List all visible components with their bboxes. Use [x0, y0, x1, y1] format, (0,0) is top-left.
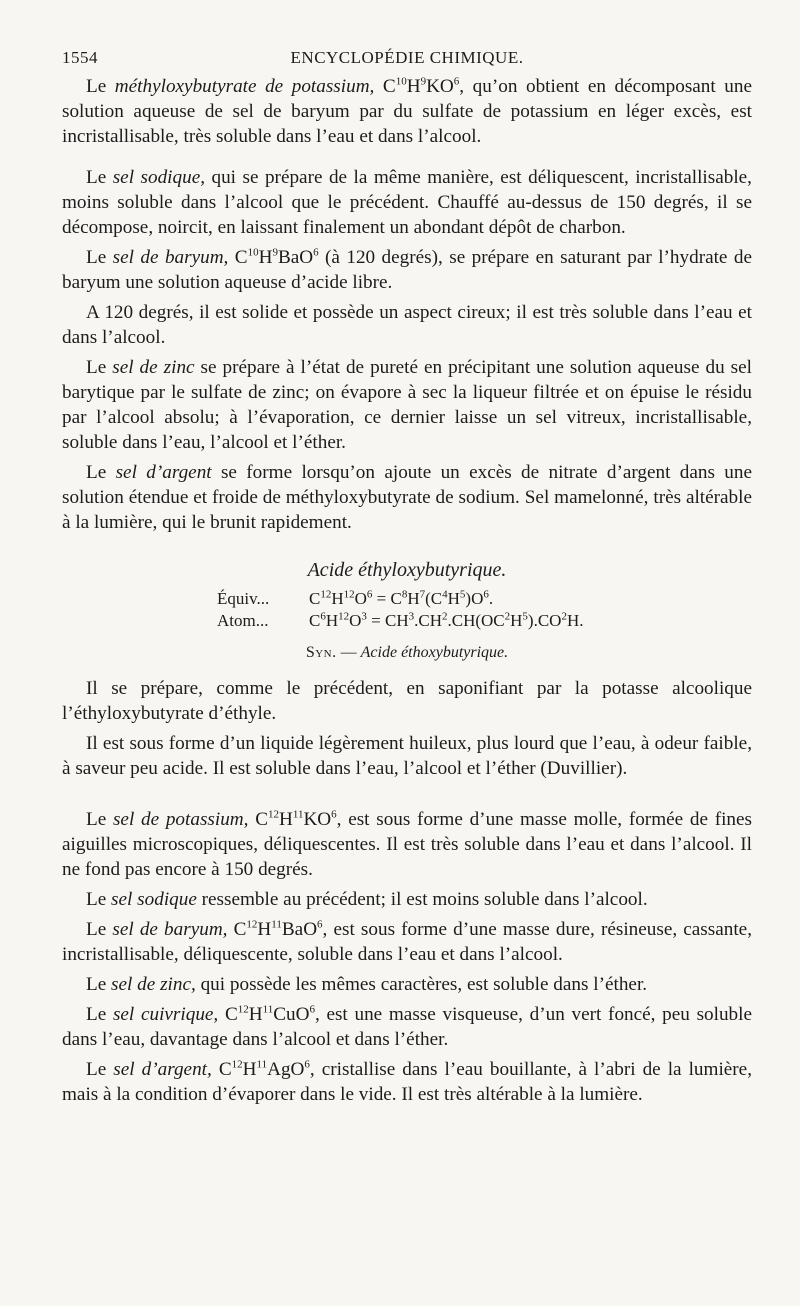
paragraph-preparation: Il se prépare, comme le précédent, en saponifiant par la potasse alcoolique l’éthyloxybutyrate d’éthyle.	[62, 678, 752, 724]
paragraph-methyloxybutyrate-potassium: Le méthyloxybutyrate de potassium, $C^{10}H^9KO^6$, qu’on obtient en décomposant une solution aqueuse de sel de baryum par du sulfate de potassium en léger excès, est incristallisable, très soluble dans l’eau et dans l’alcool.	[62, 75, 752, 147]
paragraph-sel-sodique: Le sel sodique, qui se prépare de la même manière, est déliquescent, incristallisable, moins soluble dans l’alcool que le précédent. Chauffé au-dessus de 150 degrés, il se décompose, noircit, en laissant finalement un abondant dépôt de charbon.	[62, 167, 752, 238]
term: méthyloxybutyrate de potassium,	[114, 76, 375, 97]
term: sel de baryum,	[112, 247, 229, 268]
formula-equiv: Équiv... $C^{12}H^{12}O^6 = C^8H^7(C^4H^5)O^6$.	[217, 588, 494, 608]
synonym-label: Syn.	[305, 644, 337, 661]
paragraph-sel-argent-2: Le sel d’argent, $C^{12}H^{11}AgO^6$, cristallise dans l’eau bouillante, à l’abri de la lumière, mais à la condition d’évaporer dans le vide. Il est très altérable à la lumière.	[62, 1058, 752, 1105]
page-number: 1554	[62, 48, 98, 67]
section-title: Acide éthyloxybutyrique.	[307, 559, 507, 581]
running-title: ENCYCLOPÉDIE CHIMIQUE.	[290, 48, 524, 67]
paragraph-baryum-properties: A 120 degrés, il est solide et possède un aspect cireux; il est très soluble dans l’eau et dans l’alcool.	[62, 302, 752, 348]
formula-atom: Atom... $C^6H^{12}O^3 = CH^3.CH^2.CH(OC^2H^5).CO^2H$.	[217, 610, 584, 630]
synonym-line: Syn. — Acide éthoxybutyrique.	[305, 644, 509, 661]
formula-label: Équiv...	[217, 589, 270, 608]
term: sel cuivrique,	[112, 1004, 219, 1025]
paragraph-sel-cuivrique: Le sel cuivrique, $C^{12}H^{11}CuO^6$, est une masse visqueuse, d’un vert foncé, peu soluble dans l’eau, davantage dans l’alcool et dans l’éther.	[62, 1003, 752, 1050]
paragraph-sel-baryum: Le sel de baryum, $C^{10}H^9BaO^6$ (à 120 degrés), se prépare en saturant par l’hydrate de baryum une solution aqueuse d’acide libre.	[62, 246, 752, 293]
synonym-name: Acide éthoxybutyrique.	[360, 644, 509, 661]
paragraph-sel-sodique-2: Le sel sodique ressemble au précédent; il est moins soluble dans l’alcool.	[86, 889, 648, 910]
term: sel de baryum,	[112, 919, 228, 940]
paragraph-sel-argent: Le sel d’argent se forme lorsqu’on ajoute un excès de nitrate d’argent dans une solution étendue et froide de méthyloxybutyrate de sodium. Sel mamelonné, très altérable à la lumière, qui le brunit rapidement.	[62, 462, 752, 533]
paragraph-properties: Il est sous forme d’un liquide légèrement huileux, plus lourd que l’eau, à odeur faible, à saveur peu acide. Il est soluble dans l’eau, l’alcool et l’éther (Duvillier).	[62, 733, 752, 779]
term: sel d’argent	[115, 462, 212, 483]
term: sel d’argent,	[113, 1059, 212, 1080]
term: sel de zinc	[112, 357, 195, 378]
paragraph-sel-baryum-2: Le sel de baryum, $C^{12}H^{11}BaO^6$, est sous forme d’une masse dure, résineuse, cassante, incristallisable, déliquescente, soluble dans l’eau et dans l’alcool.	[62, 918, 752, 965]
paragraph-sel-zinc-2: Le sel de zinc, qui possède les mêmes caractères, est soluble dans l’éther.	[86, 974, 648, 995]
term: sel sodique	[111, 889, 197, 910]
page	[62, 48, 752, 1112]
page-header	[62, 48, 752, 74]
term: sel de zinc,	[111, 974, 196, 995]
term: sel de potassium,	[112, 809, 249, 830]
formula-label: Atom...	[217, 611, 269, 630]
term: sel sodique,	[112, 167, 206, 188]
paragraph-sel-potassium: Le sel de potassium, $C^{12}H^{11}KO^6$, est sous forme d’une masse molle, formée de fines aiguilles microscopiques, déliquescentes. Il est très soluble dans l’eau et dans l’alcool. Il ne fond pas encore à 150 degrés.	[62, 808, 752, 880]
paragraph-sel-zinc: Le sel de zinc se prépare à l’état de pureté en précipitant une solution aqueuse du sel barytique par le sulfate de zinc; on évapore à sec la liqueur filtrée et on épuise le résidu par l’alcool absolu; à l’évaporation, ce dernier laisse un sel vitreux, incristallisable, soluble dans l’eau, l’alcool et l’éther.	[62, 357, 752, 453]
